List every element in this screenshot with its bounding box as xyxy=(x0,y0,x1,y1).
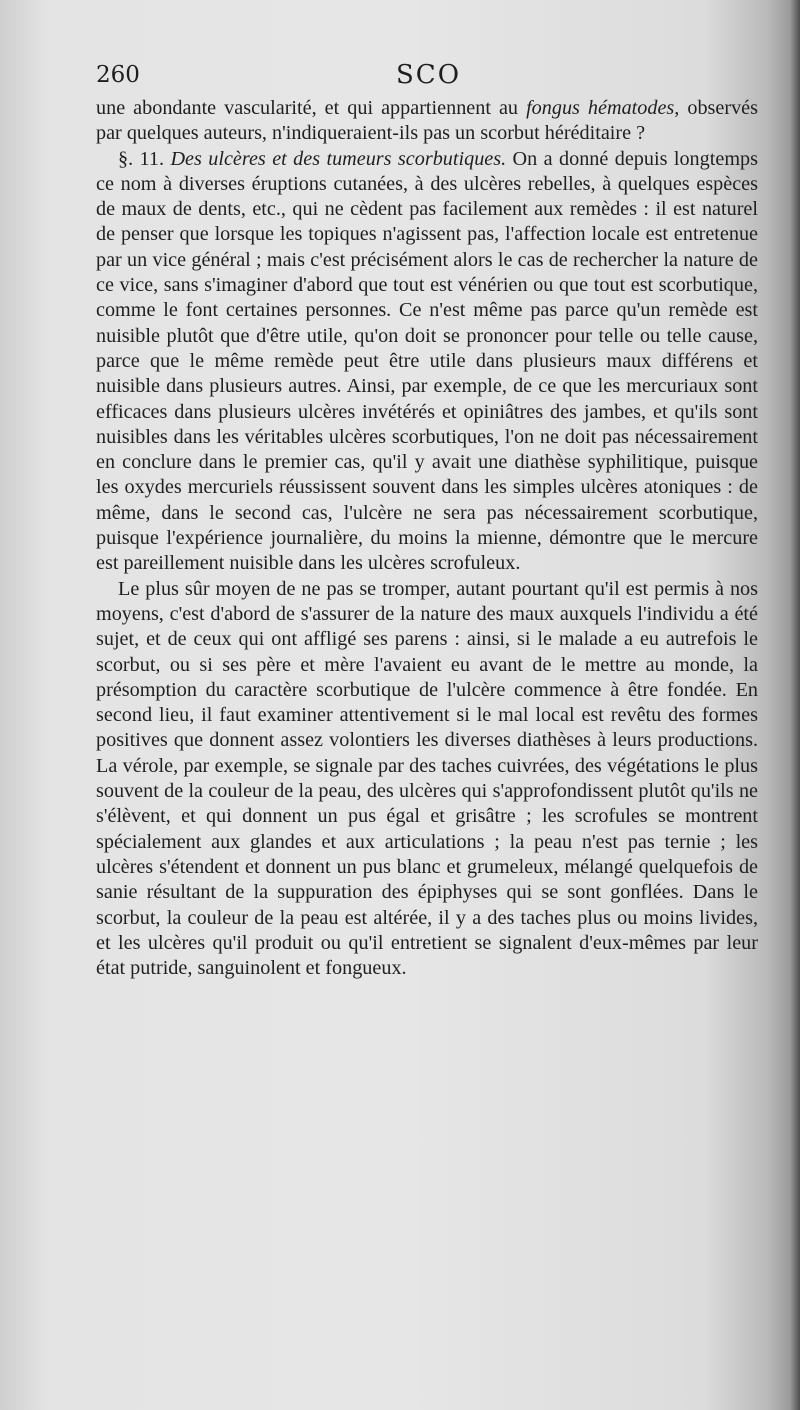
paragraph xyxy=(96,577,758,982)
italic-term: fongus hématodes xyxy=(526,97,675,119)
paragraph-text: , observés par quelques auteurs, n'indiqueraient-ils pas un scorbut héréditaire ? xyxy=(96,97,758,145)
page-header xyxy=(96,62,760,96)
page-edge-shadow xyxy=(790,0,800,1410)
paragraph-continuation xyxy=(96,96,758,147)
page-body xyxy=(96,96,758,981)
section-paragraph xyxy=(96,147,758,577)
paragraph-text: On a donné depuis longtemps ce nom à diverses éruptions cutanées, à des ulcères rebelles, à quelques espèces de maux de dents, etc., qui ne cèdent pas facilement aux remèdes : il est naturel de penser que lorsque les topiques n'agissent pas, l'affection locale est entretenue par un vice général ; mais c'est précisément alors le cas de rechercher la nature de ce vice, sans s'imaginer d'abord que tout est vénérien ou que tout est scorbutique, comme le font certaines personnes. Ce n'est même pas parce qu'un remède est nuisible plutôt que d'être utile, qu'on doit se prononcer pour telle ou telle cause, parce que le même remède peut être utile dans plusieurs maux différens et nuisible dans plusieurs autres. Ainsi, par exemple, de ce que les mercuriaux sont efficaces dans plusieurs ulcères invétérés et opiniâtres des jambes, et qu'ils sont nuisibles dans les véritables ulcères scorbutiques, l'on ne doit pas nécessairement en conclure dans le premier cas, qu'il y avait une diathèse syphilitique, puisque les oxydes mercuriels réussissent souvent dans les simples ulcères atoniques : de même, dans le second cas, l'ulcère ne sera pas nécessairement scorbutique, puisque l'expérience journalière, du moins la mienne, démontre que le mercure est pareillement nuisible dans les ulcères scrofuleux. xyxy=(96,147,758,575)
page-number: 260 xyxy=(96,62,140,88)
paragraph-text: Le plus sûr moyen de ne pas se tromper, autant pourtant qu'il est permis à nos moyens, c'est d'abord de s'assurer de la nature des maux auxquels l'individu a été sujet, et de ceux qui ont affligé ses parens : ainsi, si le malade a eu autrefois le scorbut, ou si ses père et mère l'avaient eu avant de le mettre au monde, la présomption du caractère scorbutique de l'ulcère commence à être fondée. En second lieu, il faut examiner attentivement si le mal local est revêtu des formes positives que donnent assez volontiers les diverses diathèses à leurs productions. La vérole, par exemple, se signale par des taches cuivrées, des végétations le plus souvent de la couleur de la peau, des ulcères qui s'approfondissent plutôt qu'ils ne s'élèvent, et qui donnent un pus égal et grisâtre ; les scrofules se montrent spécialement aux glandes et aux articulations ; la peau n'est pas ternie ; les ulcères s'étendent et donnent un pus blanc et grumeleux, mélangé quelquefois de sanie résultant de la suppuration des épiphyses qui se sont gonflées. Dans le scorbut, la couleur de la peau est altérée, il y a des taches plus ou moins livides, et les ulcères qu'il produit ou qu'il entretient se signalent d'eux-mêmes par leur état putride, sanguinolent et fongueux. xyxy=(96,577,758,980)
paragraph-text: une abondante vascularité, et qui appartiennent au xyxy=(96,97,527,119)
running-head: SCO xyxy=(396,60,462,90)
section-title: Des ulcères et des tumeurs scorbutiques. xyxy=(170,147,507,170)
section-mark: §. 11. xyxy=(118,147,171,170)
